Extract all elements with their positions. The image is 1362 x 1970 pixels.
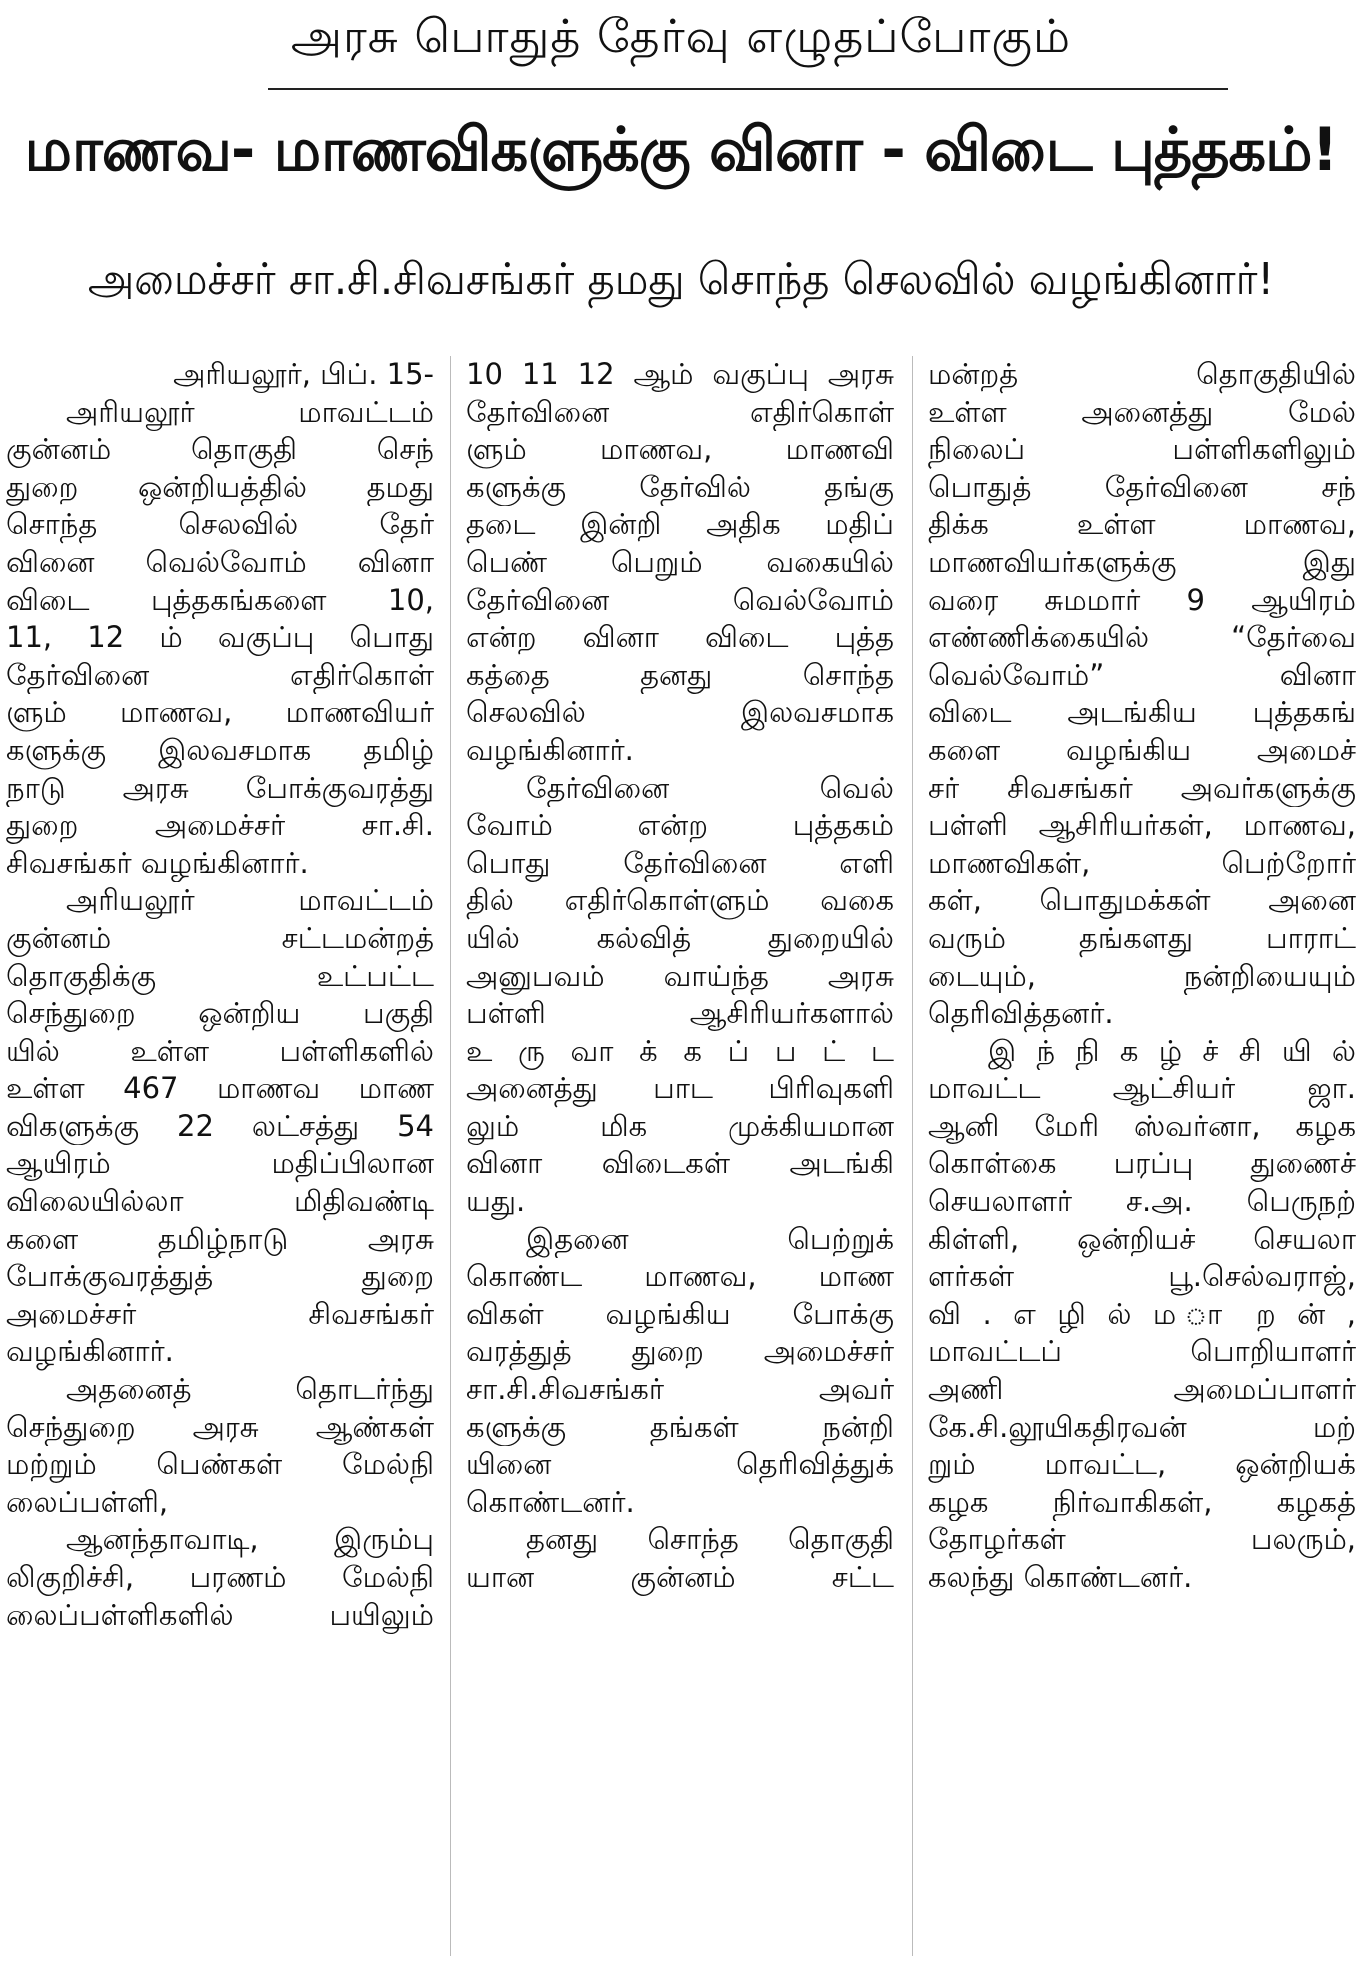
text-line: இ ந் நி க ழ் ச் சி யி ல் (988, 1033, 1356, 1068)
text-line: தொகுதிக்கு உட்பட்ட (6, 958, 434, 993)
text-line: அரியலூர் மாவட்டம் (66, 883, 434, 918)
text-line: லிகுறிச்சி, பரணம் மேல்நி (6, 1560, 434, 1594)
text-line: தெரிவித்தனர். (928, 996, 1114, 1031)
text-line: லைப்பள்ளி, (6, 1484, 169, 1519)
text-line: அனுபவம் வாய்ந்த அரசு (466, 958, 894, 993)
text-line: பொதுத் தேர்வினை சந் (928, 469, 1356, 504)
text-line: திக்க உள்ள மாணவ, (928, 507, 1356, 542)
text-line: றும் மாவட்ட, ஒன்றியக் (928, 1447, 1356, 1482)
text-line: களை வழங்கிய அமைச் (928, 732, 1356, 767)
column-divider (912, 356, 913, 1956)
text-line: சர் சிவசங்கர் அவர்களுக்கு (928, 770, 1356, 805)
text-line: யான குன்னம் சட்ட (466, 1560, 894, 1594)
text-line: நிலைப் பள்ளிகளிலும் (928, 432, 1356, 467)
article-column-3 (928, 356, 1356, 1597)
text-line: வழங்கினார். (6, 1334, 174, 1369)
text-line: பள்ளி ஆசிரியர்கள், மாணவ, (928, 808, 1356, 843)
text-line: கே.சி.லூயிகதிரவன் மற் (928, 1409, 1356, 1444)
text-line: விலையில்லா மிதிவண்டி (6, 1184, 434, 1219)
text-line: மாவட்ட ஆட்சியர் ஜா. (928, 1071, 1356, 1106)
text-line: லைப்பள்ளிகளில் பயிலும் (6, 1597, 434, 1632)
text-line: களுக்கு இலவசமாக தமிழ் (6, 732, 434, 767)
text-line: களுக்கு தங்கள் நன்றி (466, 1409, 894, 1444)
text-line: சா.சி.சிவசங்கர் அவர் (466, 1372, 894, 1407)
text-line: யினை தெரிவித்துக் (466, 1447, 894, 1482)
text-line: களை தமிழ்நாடு அரசு (6, 1221, 434, 1256)
text-line: கள், பொதுமக்கள் அனை (928, 883, 1356, 918)
article-column-2 (466, 356, 894, 1597)
text-line: துறை அமைச்சர் சா.சி. (6, 808, 434, 843)
text-line: தேர்வினை எதிர்கொள் (466, 394, 894, 429)
text-line: கலந்து கொண்டனர். (928, 1560, 1193, 1594)
text-line: 11, 12 ம் வகுப்பு பொது (6, 620, 434, 655)
text-line: நாடு அரசு போக்குவரத்து (6, 770, 434, 805)
text-line: மாவட்டப் பொறியாளர் (928, 1334, 1356, 1369)
text-line: அரியலூர் மாவட்டம் (66, 394, 434, 429)
text-line: ளும் மாணவ, மாணவி (466, 432, 894, 467)
text-line: அதனைத் தொடர்ந்து (66, 1372, 434, 1407)
text-line: சிவசங்கர் வழங்கினார். (6, 845, 309, 880)
main-headline: மாணவ- மாணவிகளுக்கு வினா - விடை புத்தகம்! (24, 115, 1338, 185)
text-line: கொள்கை பரப்பு துணைச் (928, 1146, 1356, 1181)
text-line: கழக நிர்வாகிகள், கழகத் (928, 1484, 1356, 1519)
text-line: தோழர்கள் பலரும், (928, 1522, 1356, 1557)
text-line: ளும் மாணவ, மாணவியர் (6, 695, 434, 730)
text-line: செலவில் இலவசமாக (466, 695, 894, 730)
text-line: ஆயிரம் மதிப்பிலான (6, 1146, 434, 1181)
text-line: லும் மிக முக்கியமான (466, 1108, 894, 1143)
text-line: யில் உள்ள பள்ளிகளில் (6, 1033, 434, 1068)
text-line: கொண்டனர். (466, 1484, 635, 1519)
kicker-rule (268, 88, 1228, 90)
text-line: விடை அடங்கிய புத்தகங் (928, 695, 1356, 730)
text-line: வினா விடைகள் அடங்கி (466, 1146, 894, 1181)
text-line: கிள்ளி, ஒன்றியச் செயலா (928, 1221, 1356, 1256)
text-line: வழங்கினார். (466, 732, 634, 767)
text-line: பொது தேர்வினை எளி (466, 845, 894, 880)
text-line: உள்ள அனைத்து மேல் (928, 394, 1356, 429)
text-line: யது. (466, 1184, 526, 1219)
text-line: செந்துறை ஒன்றிய பகுதி (6, 996, 434, 1031)
kicker-headline: அரசு பொதுத் தேர்வு எழுதப்போகும் (290, 9, 1072, 63)
text-line: போக்குவரத்துத் துறை (6, 1259, 434, 1294)
text-line: விடை புத்தகங்களை 10, (6, 582, 434, 617)
text-line: வரும் தங்களது பாராட் (928, 920, 1356, 955)
text-line: அரியலூர், பிப். 15- (173, 357, 434, 391)
text-line: பெண் பெறும் வகையில் (466, 544, 894, 579)
text-line: செந்துறை அரசு ஆண்கள் (6, 1409, 434, 1444)
text-line: இதனை பெற்றுக் (526, 1221, 894, 1256)
text-line: வரை சுமமார் 9 ஆயிரம் (928, 582, 1356, 617)
text-line: தேர்வினை வெல்வோம் (466, 582, 894, 617)
column-divider (450, 356, 451, 1956)
text-line: கத்தை தனது சொந்த (466, 657, 894, 692)
text-line: களுக்கு தேர்வில் தங்கு (466, 469, 894, 504)
text-line: தேர்வினை எதிர்கொள் (6, 657, 434, 692)
text-line: சொந்த செலவில் தேர் (6, 507, 434, 542)
text-line: துறை ஒன்றியத்தில் தமது (6, 469, 434, 504)
text-line: குன்னம் தொகுதி செந் (6, 432, 434, 467)
text-line: உள்ள 467 மாணவ மாண (6, 1071, 434, 1106)
article-column-1 (6, 356, 434, 1634)
text-line: டையும், நன்றியையும் (928, 958, 1356, 993)
text-line: ளர்கள் பூ.செல்வராஜ், (928, 1259, 1356, 1294)
text-line: விகள் வழங்கிய போக்கு (466, 1296, 894, 1331)
text-line: கொண்ட மாணவ, மாண (466, 1259, 894, 1294)
text-line: தனது சொந்த தொகுதி (526, 1522, 894, 1557)
text-line: தேர்வினை வெல் (526, 770, 894, 805)
text-line: தடை இன்றி அதிக மதிப் (466, 507, 894, 542)
text-line: வெல்வோம்” வினா (928, 657, 1356, 692)
text-line: வோம் என்ற புத்தகம் (466, 808, 894, 843)
text-line: குன்னம் சட்டமன்றத் (6, 920, 434, 955)
text-line: உ ரு வா க் க ப் ப ட் ட (466, 1033, 894, 1068)
text-line: தில் எதிர்கொள்ளும் வகை (466, 883, 894, 918)
text-line: ஆனந்தாவாடி, இரும்பு (66, 1522, 434, 1557)
text-line: பள்ளி ஆசிரியர்களால் (466, 996, 894, 1031)
text-line: எண்ணிக்கையில் “தேர்வை (928, 620, 1356, 655)
text-line: விகளுக்கு 22 லட்சத்து 54 (6, 1108, 434, 1143)
text-line: செயலாளர் ச.அ. பெருநற் (928, 1184, 1356, 1219)
sub-headline: அமைச்சர் சா.சி.சிவசங்கர் தமது சொந்த செலவில் வழங்கினார்! (87, 254, 1275, 305)
text-line: என்ற வினா விடை புத்த (466, 620, 894, 655)
text-line: மாணவியர்களுக்கு இது (928, 544, 1356, 579)
text-line: 10 11 12 ஆம் வகுப்பு அரசு (466, 357, 894, 391)
text-line: வி . எ ழி ல் ம ா ற ன் , (928, 1296, 1356, 1331)
text-line: மாணவிகள், பெற்றோர் (928, 845, 1356, 880)
text-line: அமைச்சர் சிவசங்கர் (6, 1296, 434, 1331)
text-line: மன்றத் தொகுதியில் (928, 357, 1356, 391)
text-line: மற்றும் பெண்கள் மேல்நி (6, 1447, 434, 1482)
text-line: வரத்துத் துறை அமைச்சர் (466, 1334, 894, 1369)
text-line: யில் கல்வித் துறையில் (466, 920, 894, 955)
text-line: வினை வெல்வோம் வினா (6, 544, 434, 579)
text-line: அனைத்து பாட பிரிவுகளி (466, 1071, 894, 1106)
text-line: ஆனி மேரி ஸ்வர்னா, கழக (928, 1108, 1356, 1143)
text-line: அணி அமைப்பாளர் (928, 1372, 1356, 1407)
